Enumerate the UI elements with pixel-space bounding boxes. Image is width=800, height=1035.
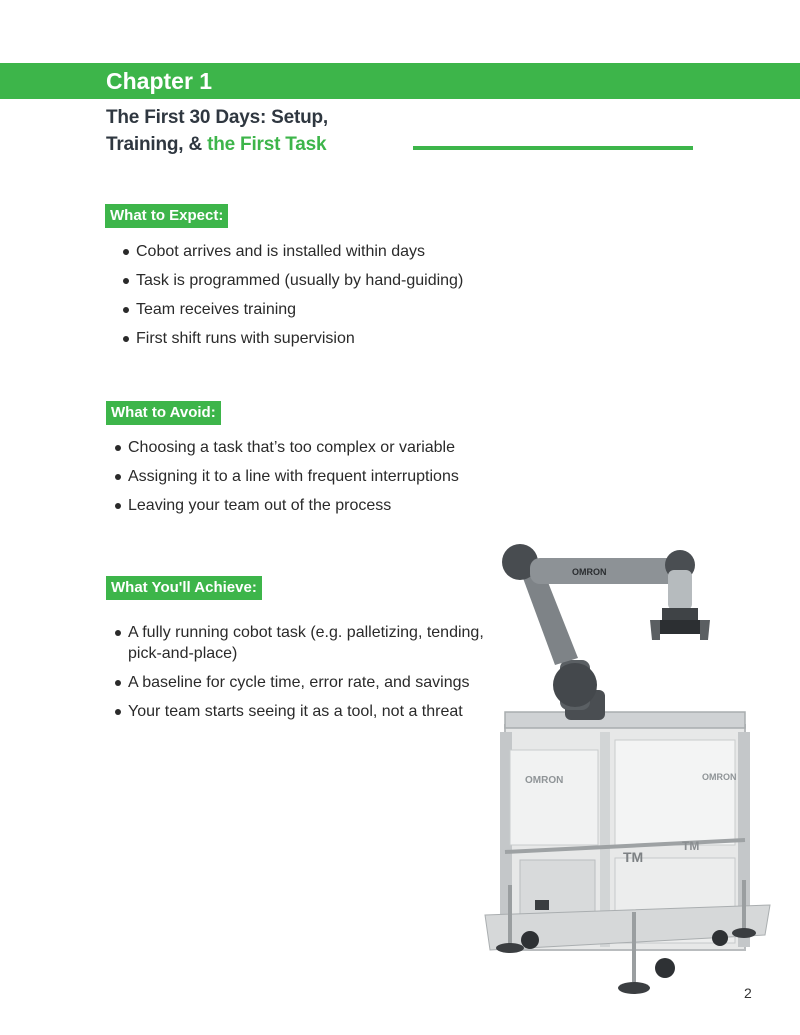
list-item: Leaving your team out of the process (114, 495, 514, 516)
cart-brand-text: OMRON (525, 775, 564, 786)
subtitle-line-1: The First 30 Days: Setup, (106, 107, 329, 128)
expect-list (122, 241, 522, 357)
page-subtitle (106, 104, 328, 158)
cobot-image (480, 540, 780, 1010)
cart-logo-text: TM (623, 849, 644, 865)
section-heading-achieve: What You'll Achieve: (106, 576, 262, 600)
list-item: Cobot arrives and is installed within days (122, 241, 522, 262)
avoid-list (114, 437, 514, 524)
achieve-list (114, 622, 509, 730)
list-item: Choosing a task that’s too complex or variable (114, 437, 514, 458)
cart-logo-text-side: TM (682, 839, 700, 853)
list-item: A baseline for cycle time, error rate, and savings (114, 672, 509, 693)
section-heading-expect: What to Expect: (105, 204, 228, 228)
list-item: A fully running cobot task (e.g. palletizing, tending, pick-and-place) (114, 622, 509, 664)
page-number: 2 (744, 985, 752, 1001)
section-heading-avoid: What to Avoid: (106, 401, 221, 425)
subtitle-accent: the First Task (207, 134, 327, 155)
subtitle-line-2 (106, 131, 328, 158)
chapter-title: Chapter 1 (106, 68, 213, 94)
list-item: First shift runs with supervision (122, 328, 522, 349)
cart-brand-text-side: OMRON (702, 772, 737, 782)
list-item: Your team starts seeing it as a tool, not a threat (114, 701, 509, 722)
list-item: Assigning it to a line with frequent interruptions (114, 466, 514, 487)
list-item: Task is programmed (usually by hand-guiding) (122, 270, 522, 291)
subtitle-divider (413, 146, 693, 150)
arm-brand-text: OMRON (572, 567, 607, 577)
list-item: Team receives training (122, 299, 522, 320)
subtitle-plain: Training, & (106, 134, 208, 155)
